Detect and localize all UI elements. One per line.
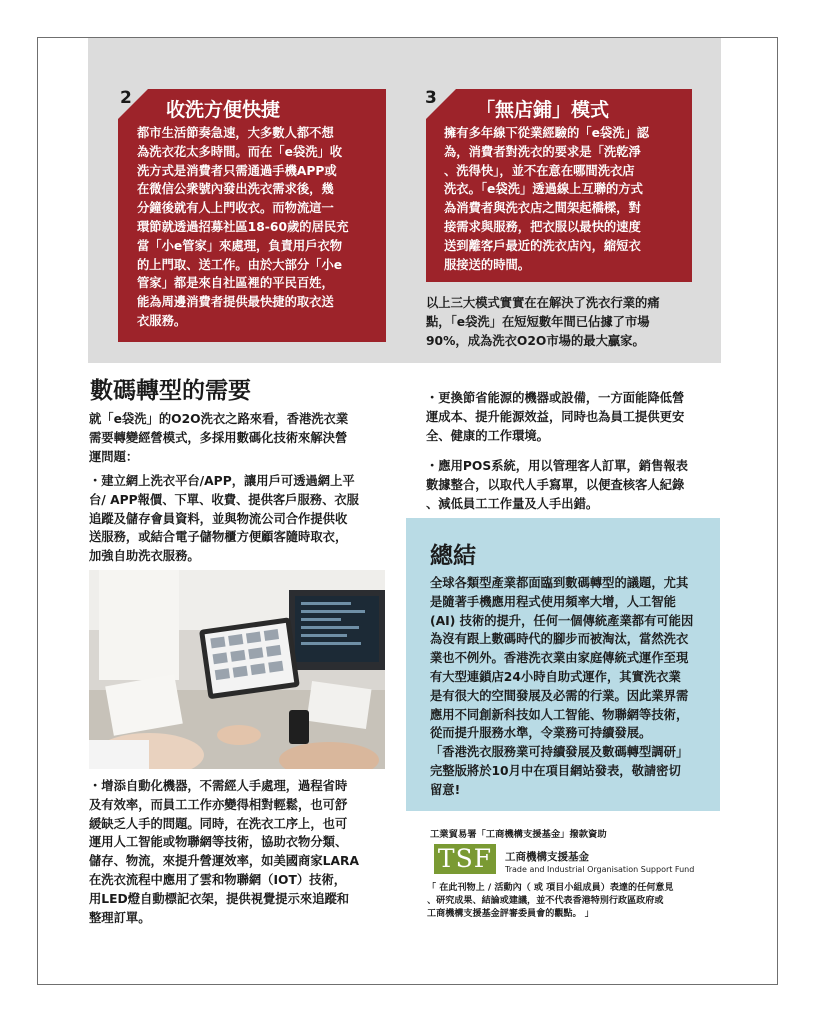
summary-body	[430, 574, 693, 800]
mode-3-title: 「無店鋪」模式	[476, 99, 610, 121]
digital-heading: 數碼轉型的需要	[90, 378, 251, 404]
mode-2-number: 2	[120, 88, 132, 108]
bullet-line: 台/ APP報價、下單、收費、提供客戶服務、衣服	[89, 492, 359, 507]
mode-2-line: 都市生活節奏急速，大多數人都不想	[137, 126, 334, 140]
summary-heading: 總結	[430, 543, 476, 569]
disclaimer	[427, 882, 674, 921]
mode-3-line: 、洗得快」，並不在意在哪間洗衣店	[444, 163, 635, 178]
bullet-line: 加強自助洗衣服務。	[89, 549, 200, 564]
summary-line: 「香港洗衣服務業可持續發展及數碼轉型調研」	[430, 745, 689, 760]
mode-2-line: 為洗衣花太多時間。而在「e袋洗」收	[137, 144, 343, 159]
mode-2-line: 的上門取、送工作。由於大部分「小e	[137, 257, 343, 272]
mode-3-number: 3	[425, 88, 437, 108]
summary-line: 留意!	[430, 782, 461, 797]
fund-name-english: Trade and Industrial Organisation Support Fund	[505, 865, 695, 874]
summary-line: 是有很大的空間發展及必需的行業。因此業界需	[430, 688, 689, 703]
bullet-line: 運成本、提升能源效益，同時也為員工提供更安	[426, 409, 685, 424]
conclusion-line: 以上三大模式實實在在解決了洗衣行業的痛	[426, 296, 660, 310]
bullet-online-platform	[89, 472, 359, 566]
summary-line: (AI) 技術的提升，任何一個傳統產業都有可能因	[430, 613, 694, 628]
summary-line: 是隨著手機應用程式使用頻率大增，人工智能	[430, 594, 676, 609]
intro-line: 就「e袋洗」的O2O洗衣之路來看，香港洗衣業	[89, 412, 349, 426]
disclaimer-line: 、研究成果、結論或建議，並不代表香港特別行政區政府或	[427, 896, 664, 906]
summary-line: 有大型連鎖店24小時自助式運作，其實洗衣業	[430, 669, 681, 684]
mode-3-line: 洗衣。「e袋洗」透過線上互聯的方式	[444, 182, 643, 197]
office-photo-illustration	[89, 570, 385, 769]
mode-2-line: 管家」都是來自社區裡的平民百姓，	[137, 276, 334, 291]
mode-3-line: 為，消費者對洗衣的要求是「洗乾淨	[444, 144, 641, 159]
office-photo	[89, 570, 385, 769]
conclusion-line: 點，「e袋洗」在短短數年間已佔據了市場	[426, 314, 650, 329]
bullet-line: 整理訂單。	[89, 910, 151, 925]
bullet-pos-system	[426, 457, 688, 513]
bullet-line: 運用人工智能或物聯網等技術，協助衣物分類、	[89, 835, 348, 850]
disclaimer-line: 工商機構支援基金評審委員會的觀點。 」	[427, 909, 594, 919]
mode-2-line: 環節就透過招募社區18-60歲的居民充	[137, 219, 349, 234]
mode-2-line: 在微信公衆號內發出洗衣需求後，幾	[137, 182, 334, 197]
summary-line: 從而提升服務水準，令業務可持續發展。	[430, 726, 652, 741]
mode-3-body	[444, 124, 649, 274]
digital-intro	[89, 410, 348, 466]
mode-3-line: 擁有多年線下從業經驗的「e袋洗」認	[444, 126, 650, 140]
bullet-line: 送服務，或結合電子儲物櫃方便顧客隨時取衣，	[89, 530, 348, 545]
summary-line: 業也不例外。香港洗衣業由家庭傳統式運作至現	[430, 651, 689, 666]
intro-line: 運問題：	[89, 449, 139, 464]
bullet-line: ・建立網上洗衣平台/APP，讓用戶可透過網上平	[89, 474, 355, 488]
mode-2-line: 洗方式是消費者只需通過手機APP或	[137, 163, 337, 178]
bullet-line: 用LED燈自動標記衣架，提供視覺提示來追蹤和	[89, 891, 350, 906]
tsf-logo: TSF	[434, 844, 496, 874]
bullet-line: ・更換節省能源的機器或設備，一方面能降低營	[426, 391, 685, 405]
conclusion-line: 90%，成為洗衣O2O市場的最大贏家。	[426, 333, 645, 348]
funding-credit: 工業貿易署「工商機構支援基金」撥款資助	[430, 829, 607, 840]
summary-line: 完整版將於10月中在項目網站發表，敬請密切	[430, 763, 681, 778]
summary-line: 應用不同創新科技如人工智能、物聯網等技術，	[430, 707, 689, 722]
bullet-automation	[89, 777, 359, 927]
bullet-line: 全、健康的工作環境。	[426, 428, 549, 443]
bullet-line: 在洗衣流程中應用了雲和物聯網（IOT）技術，	[89, 872, 347, 887]
mode-2-line: 衣服務。	[137, 313, 187, 328]
bullet-line: 及有效率，而員工工作亦變得相對輕鬆，也可舒	[89, 797, 348, 812]
mode-3-line: 接需求與服務，把衣服以最快的速度	[444, 219, 641, 234]
bullet-line: ・增添自動化機器，不需經人手處理，過程省時	[89, 779, 348, 793]
mode-2-line: 分鐘後就有人上門收衣。而物流這一	[137, 201, 334, 216]
bullet-line: 追蹤及儲存會員資料，並與物流公司合作提供收	[89, 511, 348, 526]
bullet-line: 緩缺乏人手的問題。同時，在洗衣工序上，也可	[89, 816, 348, 831]
summary-line: 為沒有跟上數碼時代的腳步而被淘汰，當然洗衣	[430, 632, 689, 647]
modes-conclusion	[426, 294, 660, 350]
disclaimer-line: 「 在此刊物上 / 活動內（ 或 項目小組成員）表達的任何意見	[427, 883, 674, 893]
bullet-energy-saving	[426, 389, 684, 445]
bullet-line: 數據整合，以取代人手寫單，以便查核客人紀錄	[426, 477, 685, 492]
mode-3-line: 為消費者與洗衣店之間架起橋樑，對	[444, 201, 641, 216]
intro-line: 需要轉變經營模式，多採用數碼化技術來解決營	[89, 430, 348, 445]
mode-2-body	[137, 124, 349, 331]
mode-2-title: 收洗方便快捷	[166, 99, 281, 121]
mode-2-line: 能為周邊消費者提供最快捷的取衣送	[137, 295, 334, 310]
bullet-line: ・應用POS系統，用以管理客人訂單，銷售報表	[426, 459, 688, 473]
mode-3-line: 服接送的時間。	[444, 257, 531, 272]
bullet-line: 儲存、物流，來提升營運效率，如美國商家LARA	[89, 854, 359, 869]
fund-name-chinese: 工商機構支援基金	[505, 851, 589, 863]
bullet-line: 、減低員工工作量及人手出錯。	[426, 496, 599, 511]
mode-3-line: 送到離客戶最近的洗衣店內，縮短衣	[444, 238, 641, 253]
mode-2-line: 當「小e管家」來處理，負責用戶衣物	[137, 238, 343, 253]
summary-line: 全球各類型產業都面臨到數碼轉型的議題，尤其	[430, 576, 689, 590]
